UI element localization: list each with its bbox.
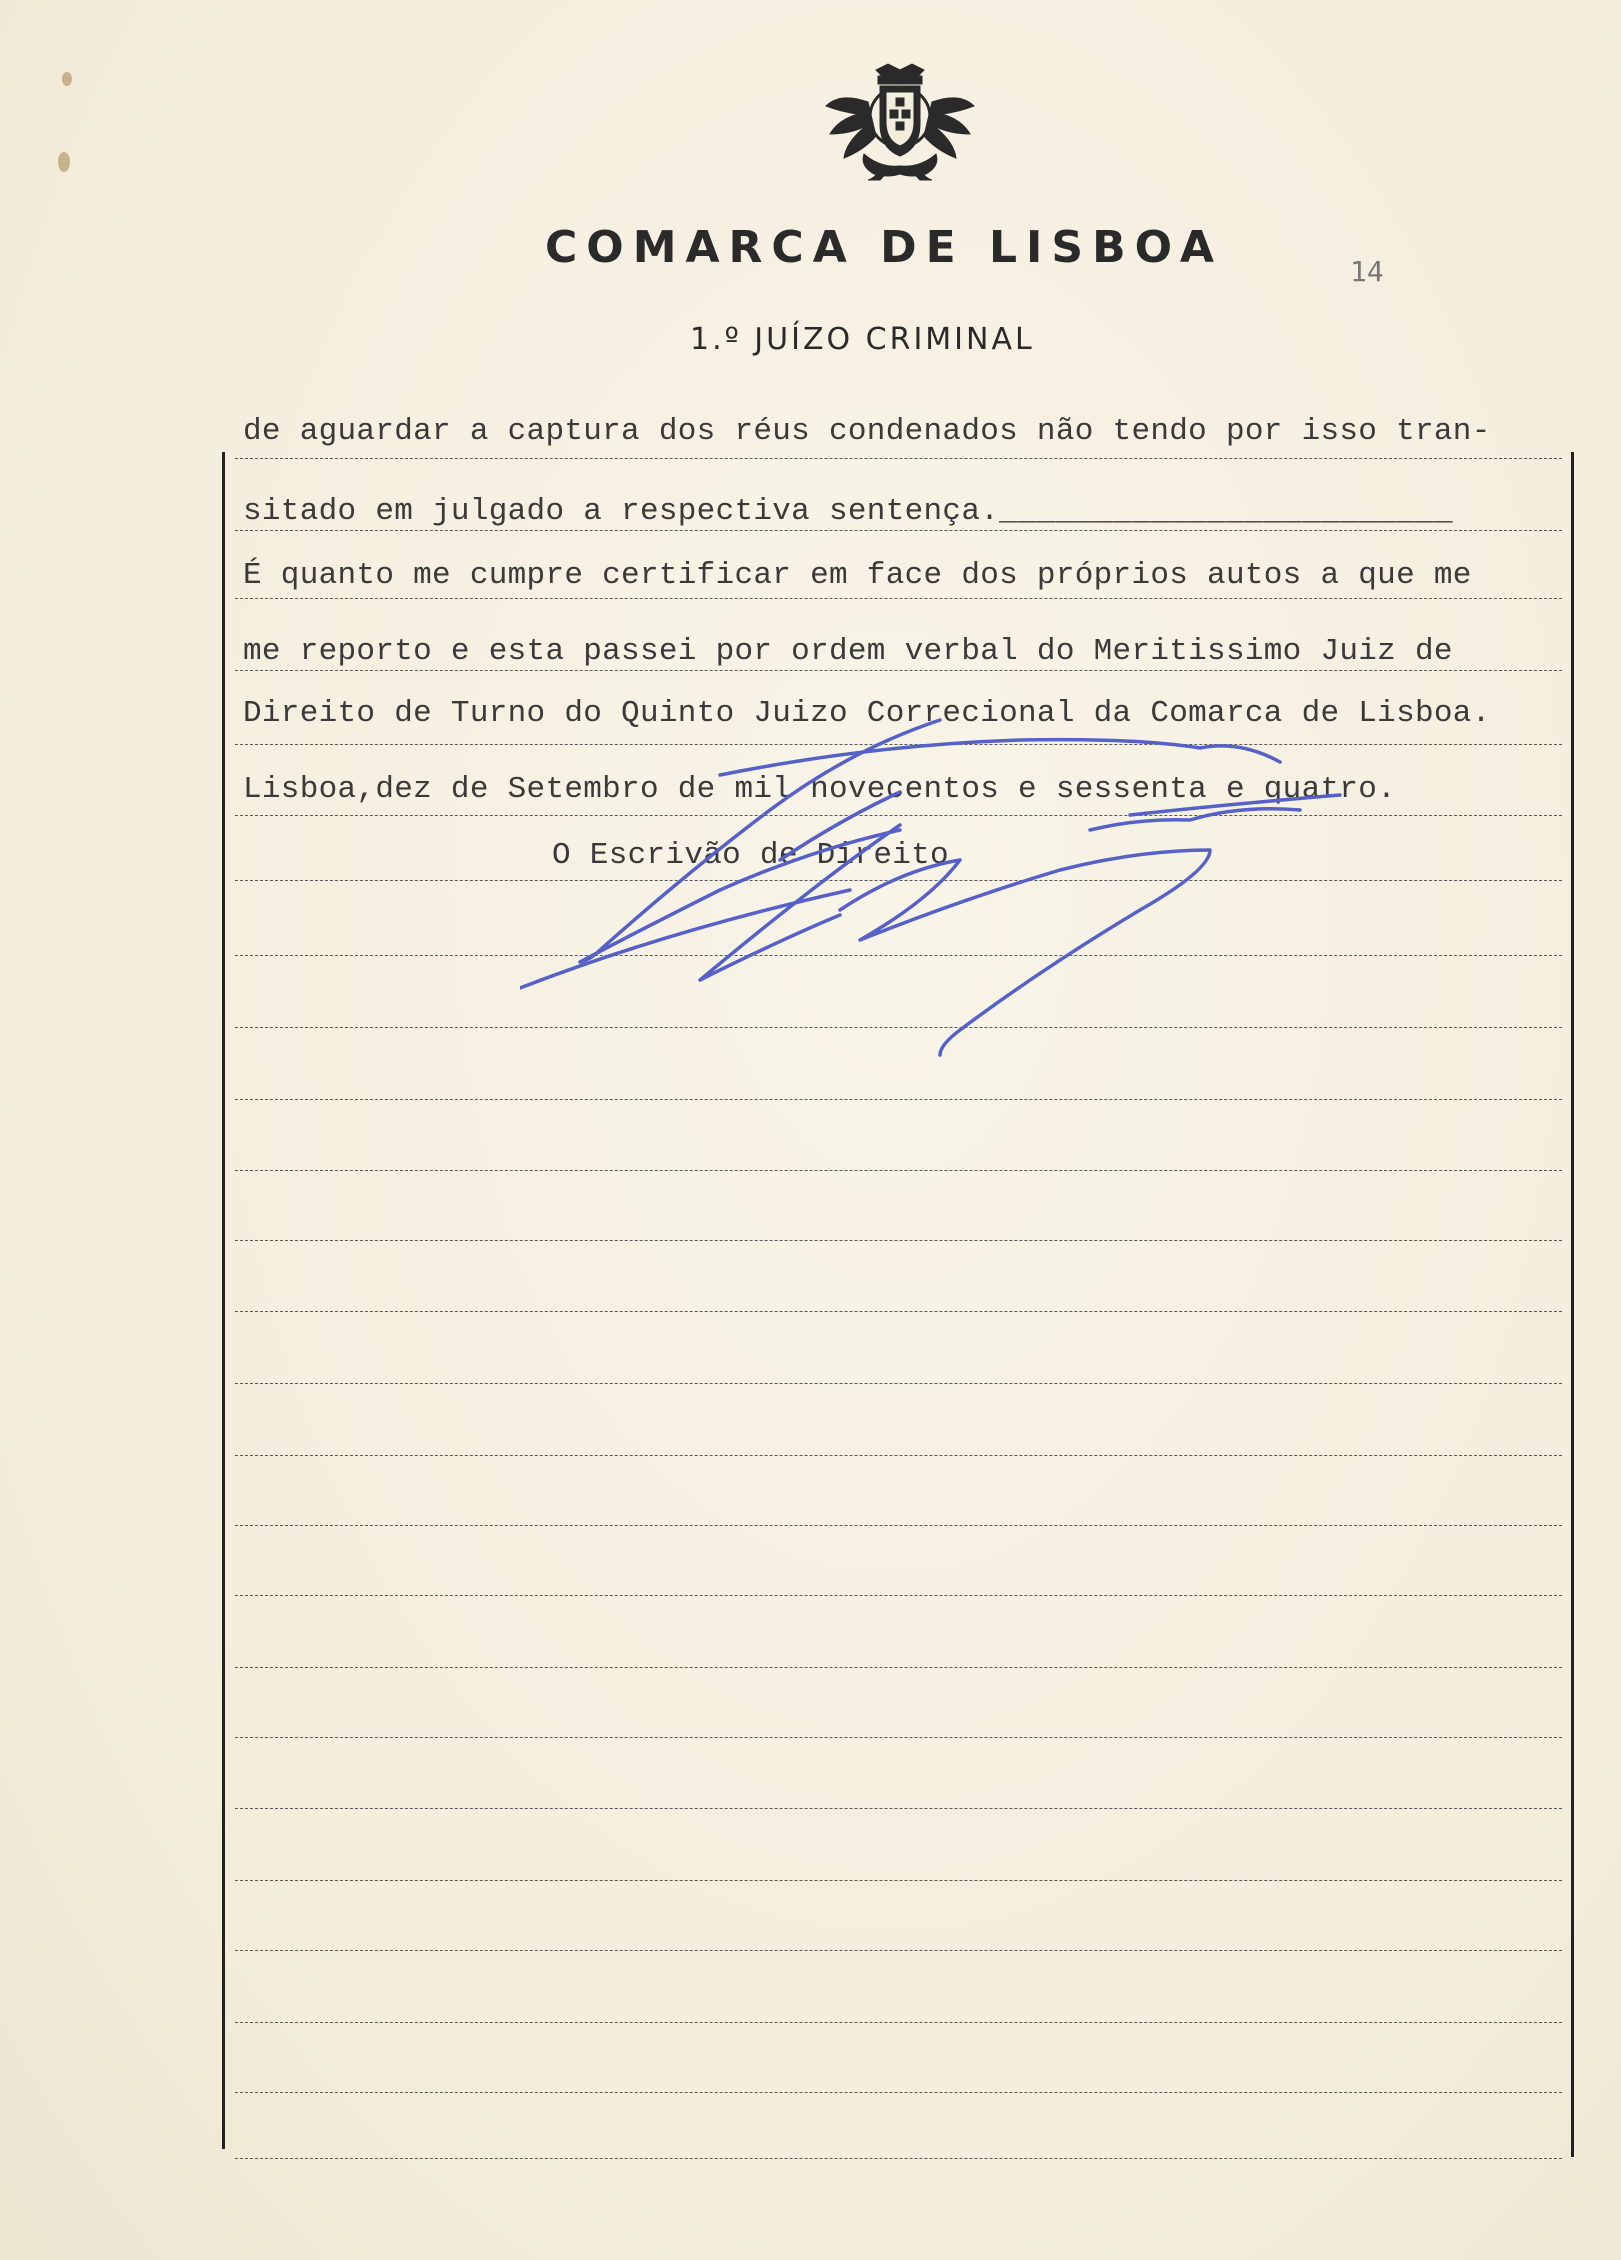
body-text-line: sitado em julgado a respectiva sentença.________________________: [243, 494, 1453, 529]
ruled-line: [235, 598, 1562, 599]
ruled-line: [235, 1455, 1562, 1456]
court-subtitle: 1.º JUÍZO CRIMINAL: [690, 322, 1035, 357]
ruled-line: [235, 1170, 1562, 1171]
ruled-line: [235, 2022, 1562, 2023]
ruled-line: [235, 1311, 1562, 1312]
ruled-line: [235, 530, 1562, 531]
body-text-line: de aguardar a captura dos réus condenados não tendo por isso tran-: [243, 414, 1491, 449]
body-text-line: Lisboa,dez de Setembro de mil novecentos e sessenta e quatro.: [243, 772, 1397, 807]
body-text-line: Direito de Turno do Quinto Juizo Correcional da Comarca de Lisboa.: [243, 696, 1491, 731]
paper-stain: [62, 72, 72, 86]
ruled-line: [235, 1880, 1562, 1881]
paper-stain: [58, 152, 70, 172]
ruled-line: [235, 1383, 1562, 1384]
page-number: 14: [1350, 255, 1384, 288]
ruled-line: [235, 1808, 1562, 1809]
body-text-line: É quanto me cumpre certificar em face dos próprios autos a que me: [243, 558, 1472, 593]
ruled-line: [235, 458, 1562, 459]
form-frame-right-border: [1571, 452, 1574, 2157]
form-frame-left-border: [222, 452, 225, 2149]
ruled-line: [235, 2092, 1562, 2093]
ruled-line: [235, 1595, 1562, 1596]
ruled-line: [235, 1099, 1562, 1100]
court-title: COMARCA DE LISBOA: [545, 222, 1223, 273]
ruled-line: [235, 1667, 1562, 1668]
ruled-line: [235, 1737, 1562, 1738]
handwritten-signature: [520, 700, 1440, 1080]
ruled-line: [235, 1950, 1562, 1951]
ruled-line: [235, 1525, 1562, 1526]
ruled-line: [235, 670, 1562, 671]
closing-signature-title: O Escrivão de Direito: [552, 838, 949, 873]
coat-of-arms-emblem: [820, 62, 980, 182]
ruled-line: [235, 2158, 1562, 2159]
body-text-line: me reporto e esta passei por ordem verbal do Meritissimo Juiz de: [243, 634, 1453, 669]
ruled-line: [235, 1240, 1562, 1241]
